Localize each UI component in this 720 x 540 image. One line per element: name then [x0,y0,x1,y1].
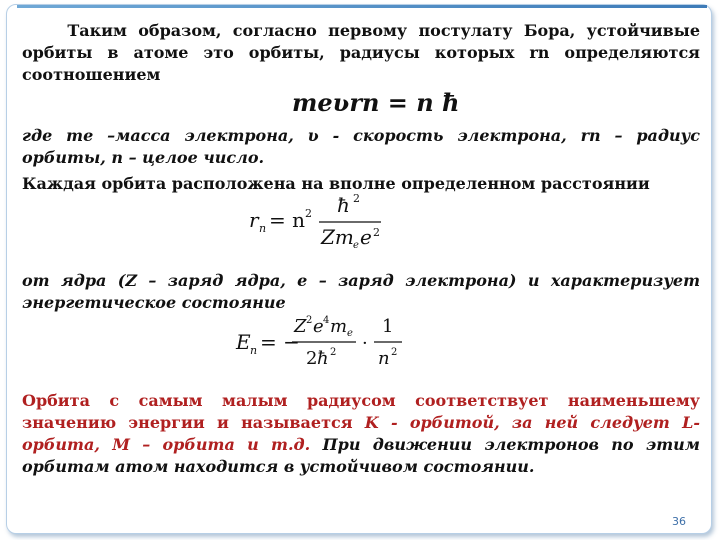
svg-text:1: 1 [382,316,394,337]
svg-text:ħ: ħ [337,193,350,217]
paragraph-text: от ядра (Z – заряд ядра, е – заряд электрона) и характеризует энергетическое состояние [22,271,700,312]
svg-text:·: · [362,333,368,354]
svg-text:n: n [378,348,390,369]
svg-text:2: 2 [306,348,318,369]
formula-energy [232,312,412,374]
paragraph-text: Таким образом, согласно первому постулату Бора, устойчивые орбиты в атоме это орбиты, радиусы которых rn определяются соотношением [22,21,701,84]
paragraph-definitions [22,125,700,169]
paragraph-text: где me –масса электрона, ʋ - скорость электрона, rn – радиус орбиты, n – целое число. [22,126,700,167]
svg-text:n: n [250,344,258,357]
svg-text:e: e [360,225,372,249]
svg-text:E: E [236,330,251,354]
svg-text:r: r [249,208,259,232]
formula-quantization [292,88,459,117]
svg-text:e: e [313,316,324,337]
svg-text:2: 2 [353,192,360,205]
svg-text:2: 2 [373,226,380,239]
page-number: 36 [672,515,686,528]
svg-text:2: 2 [391,347,398,358]
svg-text:e: e [347,328,353,339]
svg-text:2: 2 [330,347,337,358]
paragraph-text-orbits: K - орбитой, за ней следует L- орбита, M – орбита и т.д. [22,413,700,454]
svg-text:Zm: Zm [321,225,354,249]
svg-text:ħ: ħ [317,348,329,369]
paragraph-k-orbit [22,390,700,478]
svg-text:= n: = n [269,208,305,232]
paragraph-text: Каждая орбита расположена на вполне определенном расстоянии [22,174,650,193]
formula-radius [245,192,395,254]
formula-text: meʋrn = n ħ [292,88,460,117]
paragraph-energy-state [22,270,700,314]
svg-text:= −: = − [260,330,300,354]
svg-text:e: e [353,240,359,251]
svg-text:4: 4 [323,315,330,326]
paragraph-text-stable: При движении электронов по этим орбитам атом находится в устойчивом состоянии. [22,435,700,476]
paragraph-bohr-postulate [22,20,700,86]
slide-top-border [17,5,707,8]
paragraph-text-red: Орбита с самым малым радиусом соответствует наименьшему значению энергии и называется [22,391,700,432]
svg-text:m: m [330,316,348,337]
svg-text:n: n [259,222,267,235]
svg-text:2: 2 [305,207,312,220]
svg-text:Z: Z [294,316,307,337]
svg-text:2: 2 [306,315,313,326]
